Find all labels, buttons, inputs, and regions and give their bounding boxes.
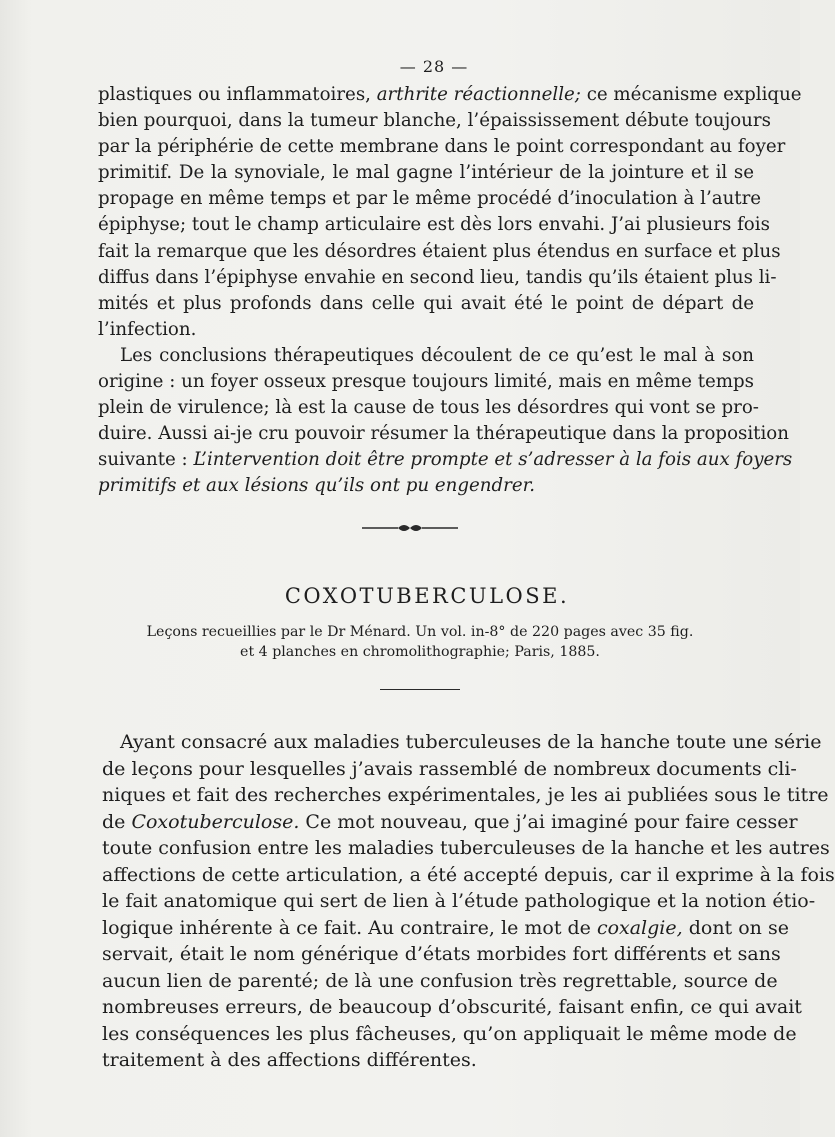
text-line: toute confusion entre les maladies tuberculeuses de la hanche et les autres <box>102 837 830 859</box>
text-line: traitement à des affections différentes. <box>102 1049 477 1071</box>
text-span: suivante : <box>98 449 194 471</box>
text-line: Les conclusions thérapeutiques découlent de ce qu’est le mal à son <box>120 344 754 366</box>
text-line <box>102 915 789 942</box>
text-line: primitif. De la synoviale, le mal gagne l’intérieur de la jointure et il se <box>98 162 754 184</box>
horizontal-rule <box>380 689 460 690</box>
text-line: propage en même temps et par le même procédé d’inoculation à l’autre <box>98 188 762 210</box>
text-line: diffus dans l’épiphyse envahie en second lieu, tandis qu’ils étaient plus li- <box>98 266 777 288</box>
page-number: — 28 — <box>399 57 469 76</box>
text-line: bien pourquoi, dans la tumeur blanche, l’épaississement débute toujours <box>98 110 771 132</box>
text-line: primitifs et aux lésions qu’ils ont pu engendrer. <box>98 475 536 497</box>
italic-term: arthrite réactionnelle; <box>376 84 581 105</box>
section-caption-line-1: Leçons recueillies par le Dr Ménard. Un vol. in-8° de 220 pages avec 35 fig. <box>146 624 694 640</box>
text-span: de <box>102 810 132 833</box>
section-title: COXOTUBERCULOSE. <box>284 584 570 608</box>
paragraph-1 <box>98 82 802 343</box>
text-line: mités et plus profonds dans celle qui avait été le point de départ de <box>98 292 754 314</box>
text-line: le fait anatomique qui sert de lien à l’étude pathologique et la notion étio- <box>102 890 816 912</box>
text-span: dont on se <box>682 916 789 939</box>
text-span: ce mécanisme explique <box>580 84 802 105</box>
body-text-top <box>98 82 802 500</box>
text-line: plein de virulence; là est la cause de tous les désordres qui vont se pro- <box>98 397 759 419</box>
italic-quote: L’intervention doit être prompte et s’adresser à la fois aux foyers <box>193 449 793 471</box>
text-line: affections de cette articulation, a été accepté depuis, car il exprime à la fois <box>102 863 835 886</box>
text-line <box>98 82 802 108</box>
text-span: logique inhérente à ce fait. Au contraire, le mot de <box>102 916 597 939</box>
paragraph-3 <box>102 729 835 1074</box>
text-line: nombreuses erreurs, de beaucoup d’obscurité, faisant enfin, ce qui avait <box>102 996 802 1018</box>
text-line: servait, était le nom générique d’états morbides fort différents et sans <box>102 943 781 965</box>
text-line <box>98 447 793 473</box>
text-line: Ayant consacré aux maladies tuberculeuses de la hanche toute une série <box>120 731 822 753</box>
text-line: de leçons pour lesquelles j’avais rassemblé de nombreux documents cli- <box>102 757 797 780</box>
section-caption-line-2: et 4 planches en chromolithographie; Paris, 1885. <box>240 644 600 660</box>
text-line: les conséquences les plus fâcheuses, qu’on appliquait le même mode de <box>102 1022 797 1045</box>
ornament-divider <box>360 522 460 534</box>
text-line: niques et fait des recherches expérimentales, je les ai publiées sous le titre <box>102 784 829 806</box>
text-line: épiphyse; tout le champ articulaire est dès lors envahi. J’ai plusieurs fois <box>98 214 770 236</box>
text-line: origine : un foyer osseux presque toujours limité, mais en même temps <box>98 371 754 393</box>
text-span: Ce mot nouveau, que j’ai imaginé pour faire cesser <box>299 810 798 833</box>
text-span: plastiques ou inflammatoires, <box>98 84 377 105</box>
italic-term: Coxotuberculose. <box>131 810 300 833</box>
body-text-bottom <box>102 729 835 1074</box>
text-line: fait la remarque que les désordres étaient plus étendus en surface et plus <box>98 240 781 262</box>
text-line: par la périphérie de cette membrane dans le point correspondant au foyer <box>98 136 786 158</box>
text-line: aucun lien de parenté; de là une confusion très regrettable, source de <box>102 969 778 992</box>
paragraph-2 <box>98 343 793 500</box>
text-line <box>102 809 798 836</box>
italic-term: coxalgie, <box>596 916 683 939</box>
text-line: l’infection. <box>98 318 197 340</box>
text-line: duire. Aussi ai-je cru pouvoir résumer la thérapeutique dans la proposition <box>98 423 789 445</box>
